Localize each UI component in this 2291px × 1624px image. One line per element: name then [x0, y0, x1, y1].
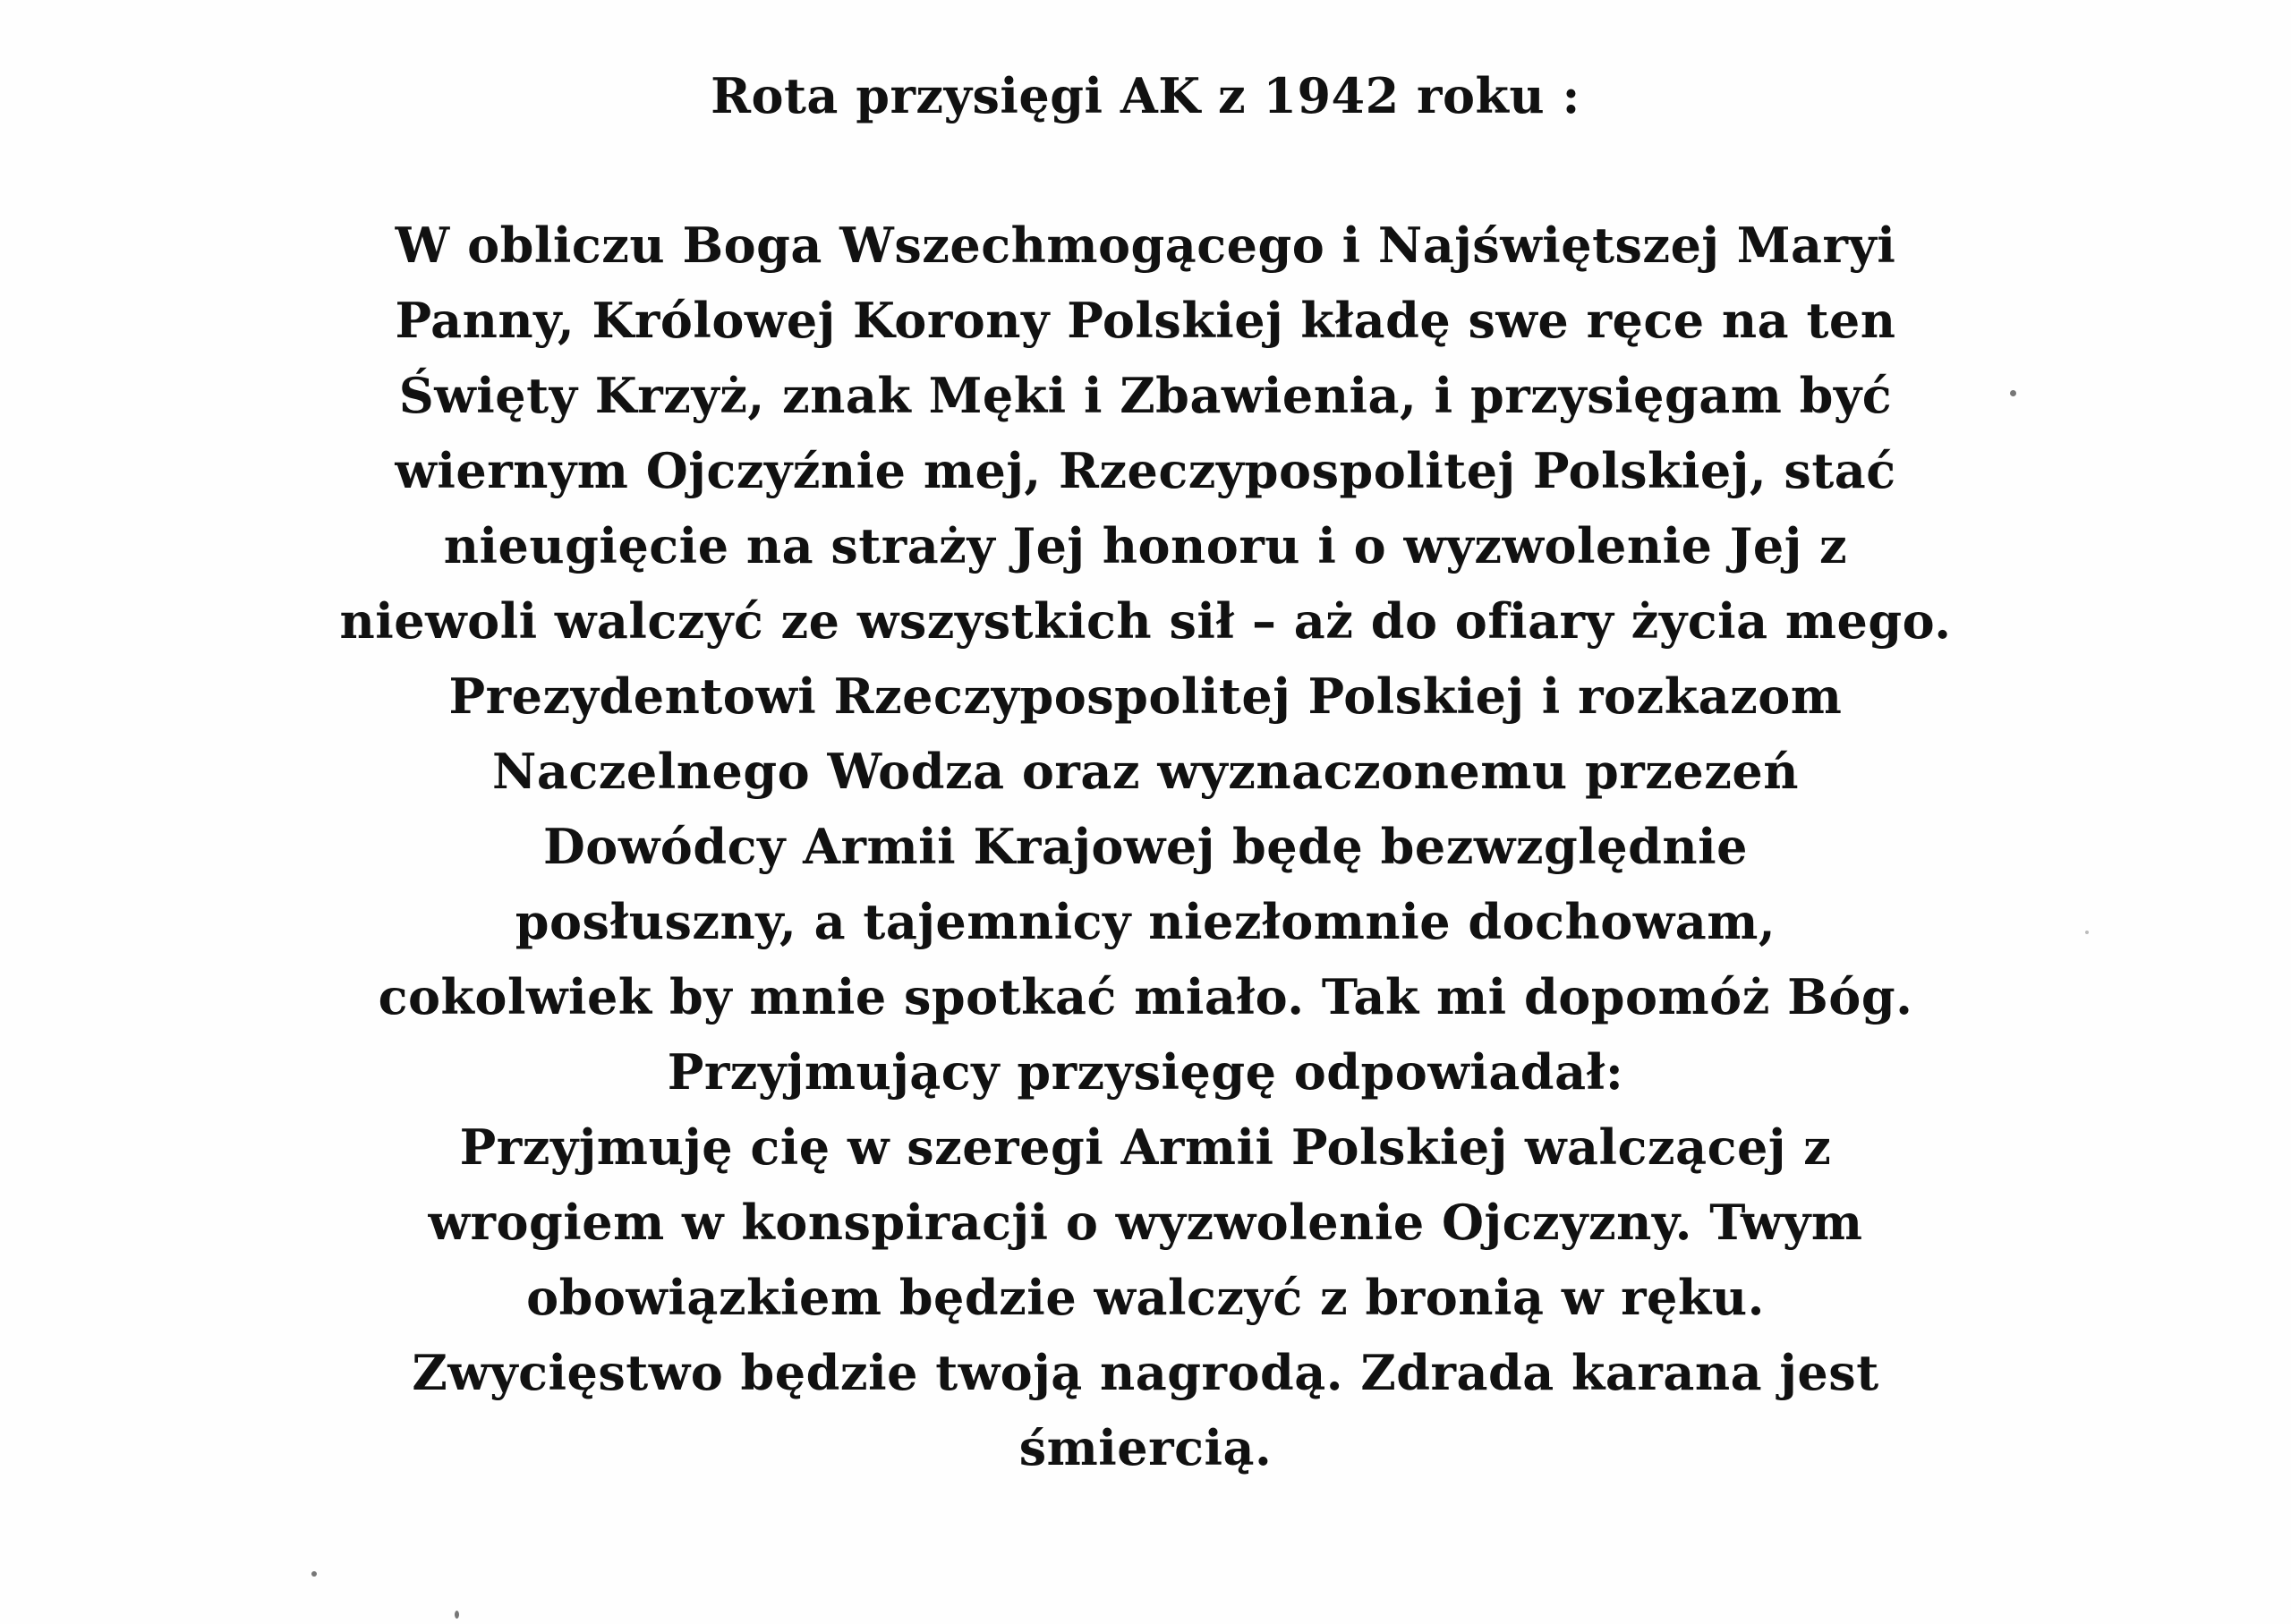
oath-text	[0, 208, 2291, 1485]
oath-line: Naczelnego Wodza oraz wyznaczonemu przezeń	[491, 743, 1799, 800]
oath-line: Przyjmujący przysięgę odpowiadał:	[667, 1043, 1624, 1101]
oath-line: posłuszny, a tajemnicy niezłomnie dochowam,	[515, 893, 1776, 950]
document-title: Rota przysięgi AK z 1942 roku :	[711, 67, 1580, 124]
oath-line: W obliczu Boga Wszechmogącego i Najświętszej Maryi	[395, 217, 1896, 274]
oath-line: cokolwiek by mnie spotkać miało. Tak mi dopomóż Bóg.	[378, 968, 1913, 1025]
oath-line: obowiązkiem będzie walczyć z bronią w ręku.	[526, 1269, 1765, 1326]
oath-line: Prezydentowi Rzeczypospolitej Polskiej i rozkazom	[448, 667, 1843, 725]
scan-speck	[455, 1611, 459, 1619]
oath-line: niewoli walczyć ze wszystkich sił – aż do ofiary życia mego.	[339, 592, 1952, 650]
oath-line: wiernym Ojczyźnie mej, Rzeczypospolitej Polskiej, stać	[395, 442, 1896, 499]
oath-line: Panny, Królowej Korony Polskiej kładę swe ręce na ten	[395, 292, 1896, 349]
scan-speck	[311, 1571, 317, 1577]
scan-speck	[2010, 390, 2016, 396]
oath-line: wrogiem w konspiracji o wyzwolenie Ojczyzny. Twym	[428, 1194, 1863, 1251]
oath-line: Dowódcy Armii Krajowej będę bezwzględnie	[542, 818, 1749, 875]
oath-line: Przyjmuję cię w szeregi Armii Polskiej walczącej z	[459, 1118, 1832, 1176]
oath-line: śmiercią.	[1018, 1419, 1273, 1476]
oath-line: nieugięcie na straży Jej honoru i o wyzwolenie Jej z	[443, 517, 1848, 574]
scan-speck	[2085, 931, 2089, 934]
oath-line: Zwycięstwo będzie twoją nagrodą. Zdrada karana jest	[412, 1344, 1879, 1401]
oath-line: Święty Krzyż, znak Męki i Zbawienia, i przysięgam być	[398, 367, 1893, 424]
